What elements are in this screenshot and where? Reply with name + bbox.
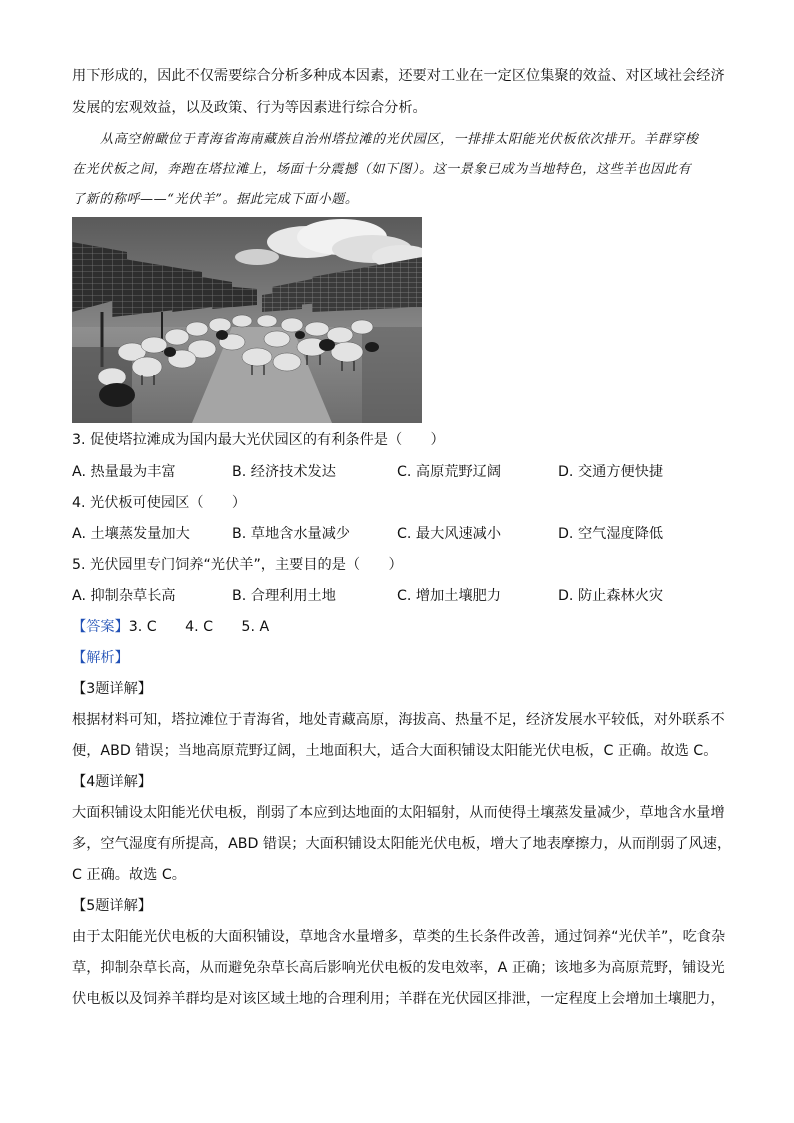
analysis-label: 【解析】: [72, 650, 129, 666]
solar-sheep-photo: [72, 217, 422, 423]
answer-label: 【答案】: [72, 619, 129, 635]
detail-5-title: 【5题详解】: [72, 898, 152, 914]
question-3-option-d: D. 交通方便快捷: [558, 464, 664, 480]
question-4-option-d: D. 空气湿度降低: [558, 526, 664, 542]
answer-values: 3. C 4. C 5. A: [128, 619, 270, 635]
question-5-stem: 5. 光伏园里专门饲养“光伏羊”，主要目的是（ ）: [72, 557, 403, 573]
intro-line-1: 用下形成的，因此不仅需要综合分析多种成本因素，还要对工业在一定区位集聚的效益、对区域社会经济: [72, 68, 725, 84]
material-line-1: 从高空俯瞰位于青海省海南藏族自治州塔拉滩的光伏园区，一排排太阳能光伏板依次排开。羊群穿梭: [100, 132, 699, 147]
detail-4-line-2: 多，空气湿度有所提高，ABD 错误；大面积铺设太阳能光伏电板，增大了地表摩擦力，从而削弱了风速，: [72, 836, 732, 852]
question-3-option-c: C. 高原荒野辽阔: [397, 464, 502, 480]
material-line-2: 在光伏板之间，奔跑在塔拉滩上，场面十分震撼（如下图）。这一景象已成为当地特色，这些羊也因此有: [72, 162, 692, 177]
detail-3-line-1: 根据材料可知，塔拉滩位于青海省，地处青藏高原，海拔高、热量不足，经济发展水平较低，对外联系不: [72, 712, 725, 728]
detail-3-title: 【3题详解】: [72, 681, 152, 697]
detail-5-line-1: 由于太阳能光伏电板的大面积铺设，草地含水量增多，草类的生长条件改善，通过饲养“光伏羊”，吃食杂: [72, 929, 726, 945]
question-4-option-c: C. 最大风速减小: [397, 526, 502, 542]
detail-5-line-2: 草，抑制杂草长高，从而避免杂草长高后影响光伏电板的发电效率，A 正确；该地多为高原荒野，铺设光: [72, 960, 725, 976]
question-5-option-a: A. 抑制杂草长高: [72, 588, 176, 604]
detail-4-title: 【4题详解】: [72, 774, 152, 790]
question-3-stem: 3. 促使塔拉滩成为国内最大光伏园区的有利条件是（ ）: [72, 432, 445, 448]
question-5-option-d: D. 防止森林火灾: [558, 588, 664, 604]
detail-4-line-3: C 正确。故选 C。: [72, 867, 186, 883]
material-line-3: 了新的称呼——“光伏羊”。据此完成下面小题。: [72, 192, 359, 207]
question-3-option-b: B. 经济技术发达: [232, 464, 336, 480]
detail-5-line-3: 伏电板以及饲养羊群均是对该区域土地的合理利用；羊群在光伏园区排泄，一定程度上会增加土壤肥力，: [72, 991, 725, 1007]
question-4-option-a: A. 土壤蒸发量加大: [72, 526, 190, 542]
answer-line: [72, 617, 269, 637]
intro-line-2: 发展的宏观效益，以及政策、行为等因素进行综合分析。: [72, 100, 427, 116]
question-3-option-a: A. 热量最为丰富: [72, 464, 176, 480]
question-4-option-b: B. 草地含水量减少: [232, 526, 351, 542]
detail-3-line-2: 便，ABD 错误；当地高原荒野辽阔，土地面积大，适合大面积铺设太阳能光伏电板，C 正确。故选 C。: [72, 743, 718, 759]
detail-4-line-1: 大面积铺设太阳能光伏电板，削弱了本应到达地面的太阳辐射，从而使得土壤蒸发量减少，草地含水量增: [72, 805, 725, 821]
question-5-option-c: C. 增加土壤肥力: [397, 588, 502, 604]
question-5-option-b: B. 合理利用土地: [232, 588, 336, 604]
question-4-stem: 4. 光伏板可使园区（ ）: [72, 495, 247, 511]
